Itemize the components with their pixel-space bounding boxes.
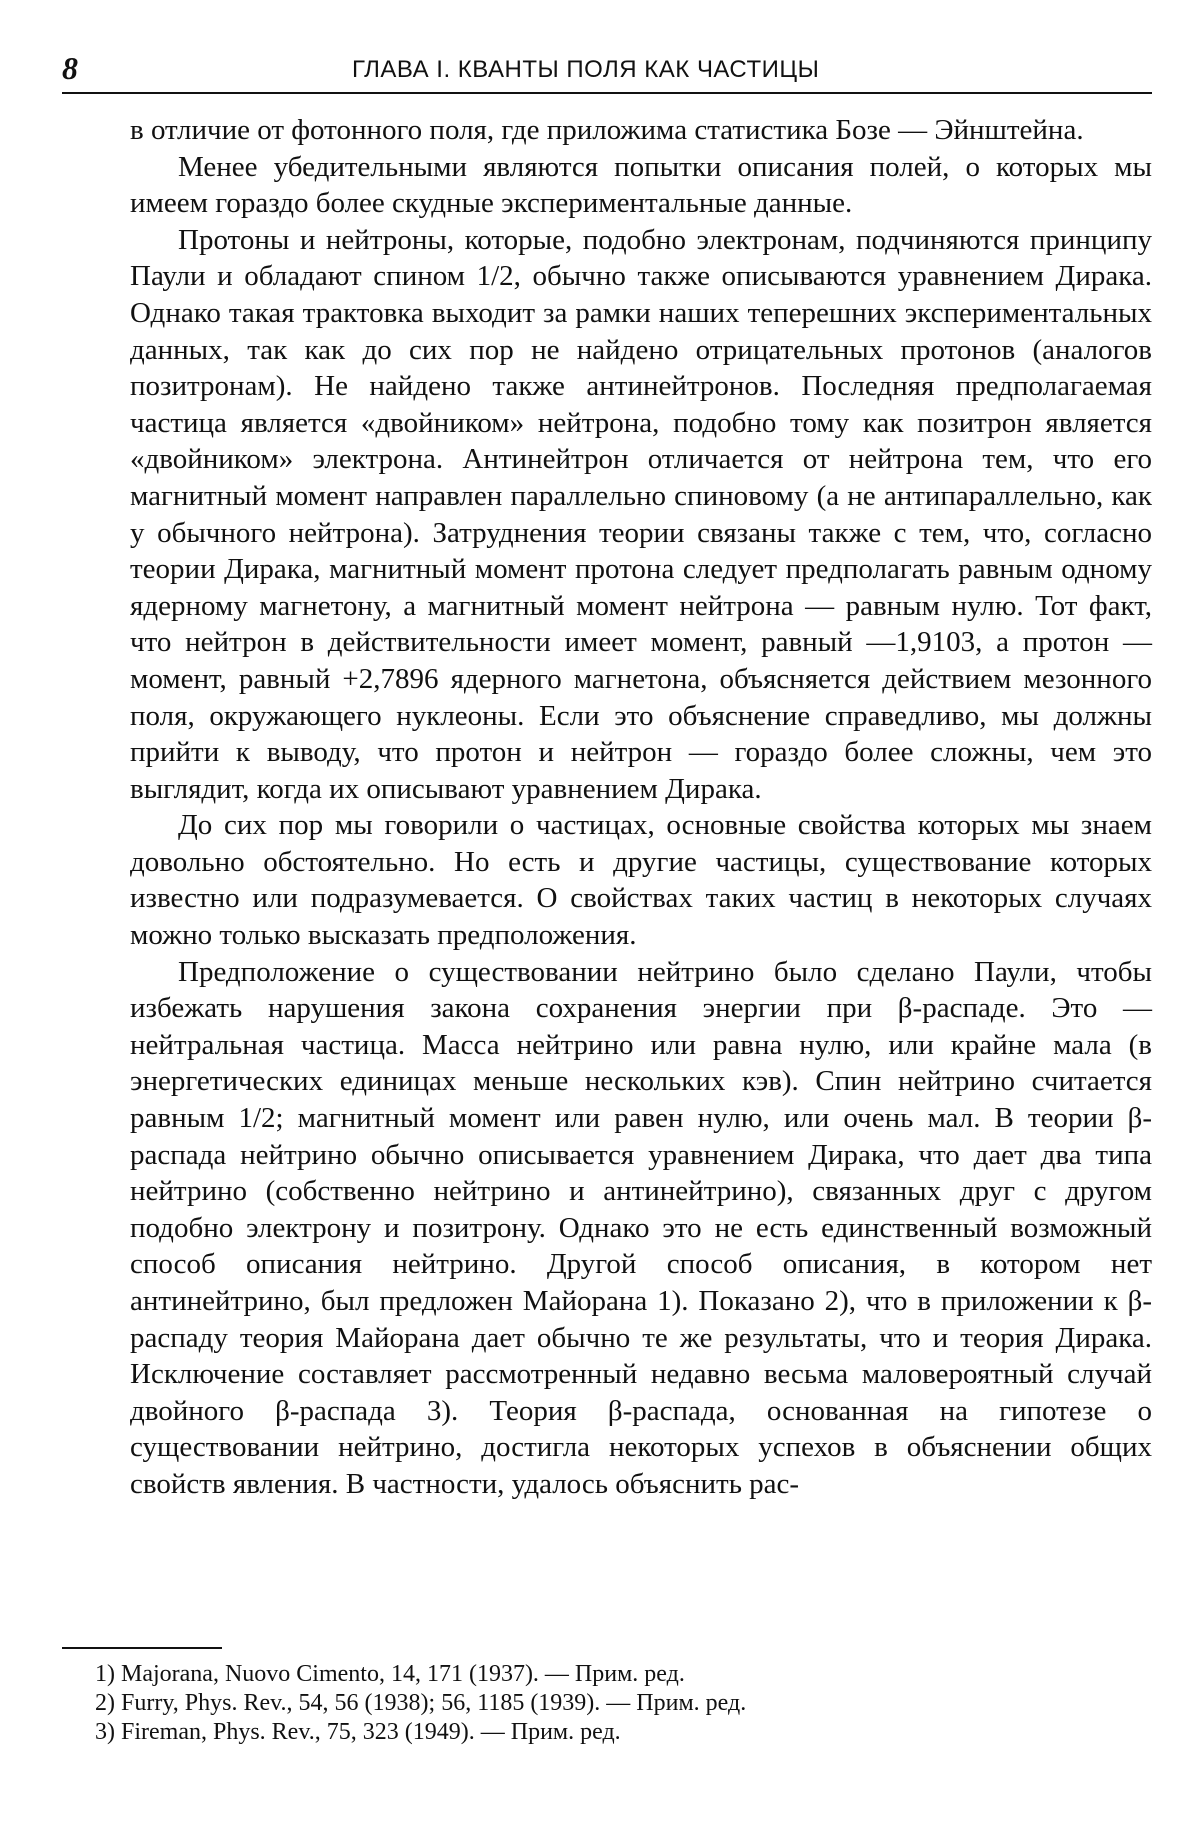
running-head: ГЛАВА I. КВАНТЫ ПОЛЯ КАК ЧАСТИЦЫ: [352, 56, 820, 83]
footnote-divider: [62, 1647, 222, 1649]
footnote-1: 1) Majorana, Nuovo Cimento, 14, 171 (1937). — Прим. ред.: [95, 1661, 685, 1687]
paragraph: Предположение о существовании нейтрино было сделано Паули, чтобы избежать нарушения закона сохранения энергии при β-распаде. Это — нейтральная частица. Масса нейтрино или равна нулю, или крайне мала (в энергетических единицах меньше нескольких кэв). Спин нейтрино считается равным 1/2; магнитный момент или равен нулю, или очень мал. В теории β-распада нейтрино обычно описывается уравнением Дирака, что дает два типа нейтрино (собственно нейтрино и антинейтрино), связанных друг с другом подобно электрону и позитрону. Однако это не есть единственный возможный способ описания нейтрино. Другой способ описания, в котором нет антинейтрино, был предложен Майорана 1). Показано 2), что в приложении к β-распаду теория Майорана дает обычно те же результаты, что и теория Дирака. Исключение составляет рассмотренный недавно весьма маловероятный случай двойного β-распада 3). Теория β-распада, основанная на гипотезе о существовании нейтрино, достигла некоторых успехов в объяснении общих свойств явления. В частности, удалось объяснить рас-: [130, 955, 1152, 1500]
body-text: [130, 112, 1152, 1503]
page-header: [62, 50, 1152, 94]
footnote-2: 2) Furry, Phys. Rev., 54, 56 (1938); 56, 1185 (1939). — Прим. ред.: [95, 1690, 747, 1716]
paragraph: Менее убедительными являются попытки описания полей, о которых мы имеем гораздо более скудные экспериментальные данные.: [130, 150, 1152, 220]
footnote-3: 3) Fireman, Phys. Rev., 75, 323 (1949). — Прим. ред.: [95, 1719, 621, 1745]
paragraph: До сих пор мы говорили о частицах, основные свойства которых мы знаем довольно обстоятельно. Но есть и другие частицы, существование которых известно или подразумевается. О свойствах таких частиц в некоторых случаях можно только высказать предположения.: [130, 809, 1152, 952]
paragraph: Протоны и нейтроны, которые, подобно электронам, подчиняются принципу Паули и обладают спином 1/2, обычно также описываются уравнением Дирака. Однако такая трактовка выходит за рамки наших теперешних экспериментальных данных, так как до сих пор не найдено отрицательных протонов (аналогов позитронам). Не найдено также антинейтронов. Последняя предполагаемая частица является «двойником» нейтрона, подобно тому как позитрон является «двойником» электрона. Антинейтрон отличается от нейтрона тем, что его магнитный момент направлен параллельно спиновому (а не антипараллельно, как у обычного нейтрона). Затруднения теории связаны также с тем, что, согласно теории Дирака, магнитный момент протона следует предполагать равным одному ядерному магнетону, а магнитный момент нейтрона — равным нулю. Тот факт, что нейтрон в действительности имеет момент, равный —1,9103, а протон — момент, равный +2,7896 ядерного магнетона, объясняется действием мезонного поля, окружающего нуклеоны. Если это объяснение справедливо, мы должны прийти к выводу, что протон и нейтрон — гораздо более сложны, чем это выглядит, когда их описывают уравнением Дирака.: [130, 223, 1152, 805]
page-number: 8: [62, 50, 78, 86]
footnotes: [95, 1660, 1145, 1747]
paragraph-continuation: в отличие от фотонного поля, где приложима статистика Бозе — Эйнштейна.: [130, 114, 1084, 146]
